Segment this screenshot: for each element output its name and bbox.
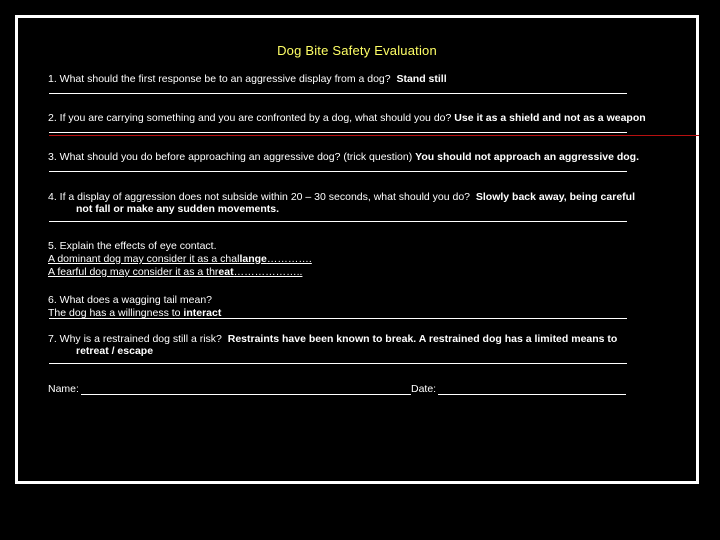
page-title: Dog Bite Safety Evaluation [277, 43, 437, 58]
question-4-answer-cont: not fall or make any sudden movements. [76, 203, 280, 215]
eye-contact-fearful-dots: ……………….. [233, 266, 303, 278]
eye-contact-dominant-dots: …………. [266, 253, 312, 265]
evaluation-sheet [15, 15, 699, 484]
question-7-answer-cont: retreat / escape [76, 345, 154, 357]
answer-line-1 [49, 93, 627, 94]
question-1-answer: Stand still [396, 73, 447, 85]
question-6-answer-bold: interact [183, 307, 222, 319]
question-4 [48, 191, 635, 215]
question-6-prompt: 6. What does a wagging tail mean? [48, 294, 213, 306]
eye-contact-dominant-text: A dominant dog may consider it as a chal [48, 253, 240, 265]
eye-contact-dominant [48, 253, 312, 265]
question-2-answer: Use it as a shield and not as a weapon [454, 112, 646, 124]
date-field-line[interactable] [438, 394, 626, 395]
answer-line-4 [49, 221, 627, 222]
question-7-answer: Restraints have been known to break. A restrained dog has a limited means to [227, 333, 618, 345]
question-5 [48, 240, 312, 279]
question-7-prompt: 7. Why is a restrained dog still a risk? [48, 333, 222, 345]
question-7 [48, 333, 617, 357]
date-label: Date: [411, 383, 437, 395]
question-4-prompt: 4. If a display of aggression does not subside within 20 – 30 seconds, what should you do? [48, 191, 471, 203]
name-field-line[interactable] [81, 394, 411, 395]
name-label: Name: [48, 383, 79, 395]
eye-contact-dominant-answer: lange [239, 253, 267, 265]
question-2-prompt: 2. If you are carrying something and you are confronted by a dog, what should you do? [48, 112, 452, 124]
answer-line-7 [49, 363, 627, 364]
question-3 [48, 151, 639, 163]
question-3-prompt: 3. What should you do before approaching an aggressive dog? (trick question) [48, 151, 413, 163]
question-3-answer: You should not approach an aggressive dog. [415, 151, 639, 163]
question-6-answer-text: The dog has a willingness to [48, 307, 181, 319]
question-6 [48, 294, 221, 320]
question-2 [48, 112, 646, 124]
eye-contact-fearful-text: A fearful dog may consider it as a thr [48, 266, 219, 278]
question-1-prompt: 1. What should the first response be to an aggressive display from a dog? [48, 73, 391, 85]
answer-line-6 [49, 318, 627, 319]
answer-line-3 [49, 171, 627, 172]
answer-line-2 [49, 132, 627, 133]
eye-contact-fearful-answer: eat [218, 266, 234, 278]
question-1 [48, 73, 447, 85]
red-divider [49, 135, 699, 136]
question-5-prompt: 5. Explain the effects of eye contact. [48, 240, 217, 252]
eye-contact-fearful [48, 266, 302, 278]
question-4-answer: Slowly back away, being careful [475, 191, 635, 203]
